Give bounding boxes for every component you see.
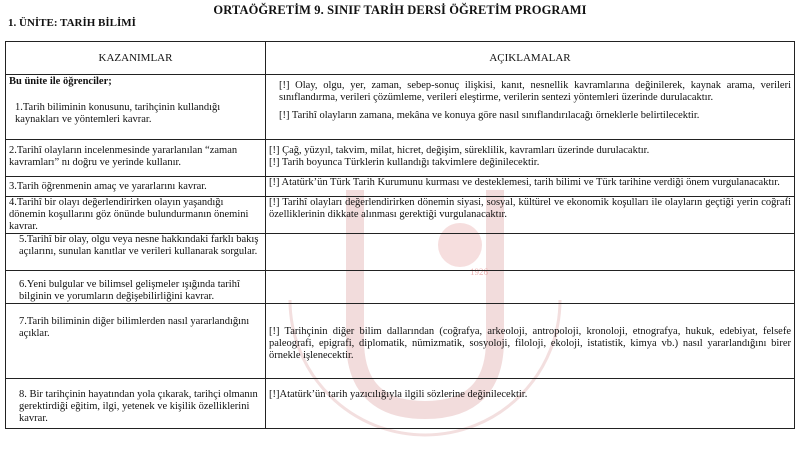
curriculum-table	[5, 41, 795, 429]
kazanim-text: 8. Bir tarihçinin hayatından yola çıkarak, tarihçi olmanın gerektirdiği eğitim, ilgi, yetenek ve kişilik özelliklerini kavrar.	[19, 389, 258, 424]
column-header-kazanimlar: KAZANIMLAR	[6, 42, 266, 75]
kazanim-cell	[6, 304, 266, 379]
aciklama-text: [!] Olay, olgu, yer, zaman, sebep-sonuç ilişkisi, kanıt, nesnellik kavramlarına değinilerek, kaynak arama, verileri sınıflandırma, verileri çözümleme, verileri eleştirme, verilerin sentezi yöntemleri üzerinde durulacaktır.	[279, 80, 791, 103]
kazanim-text: 3.Tarih öğrenmenin amaç ve yararlarını kavrar.	[9, 180, 207, 192]
aciklama-cell	[266, 379, 795, 429]
kazanim-cell	[6, 234, 266, 271]
kazanim-text: 5.Tarihî bir olay, olgu veya nesne hakkındaki farklı bakış açılarını, sunulan kanıtlar ve verileri kullanarak sorgular.	[19, 234, 259, 257]
aciklama-text: [!] Tarih boyunca Türklerin kullandığı takvimlere değinilecektir.	[269, 157, 540, 168]
table-row	[6, 140, 795, 177]
seal-year: 1926	[470, 267, 488, 277]
kazanim-cell	[6, 271, 266, 304]
kazanim-text: 4.Tarihî bir olayı değerlendirirken olayın yaşandığı dönemin koşullarını göz önünde bulundurmanın önemini kavrar.	[9, 197, 249, 232]
intro-text: Bu ünite ile öğrenciler;	[9, 76, 112, 87]
table-header-row	[6, 42, 795, 75]
table-row	[6, 234, 795, 271]
kazanim-text: 2.Tarihî olayların incelenmesinde yararlanılan “zaman kavramları” nı doğru ve yerinde kullanır.	[9, 145, 238, 168]
kazanim-text: 7.Tarih biliminin diğer bilimlerden nasıl yararlandığını açıklar.	[19, 316, 250, 339]
aciklama-text: [!] Atatürk’ün Türk Tarih Kurumunu kurması ve desteklemesi, tarih bilimi ve Türk tarihine verdiği önem vurgulanacaktır.	[269, 177, 780, 188]
aciklama-cell	[266, 304, 795, 379]
aciklama-cell	[266, 197, 795, 234]
aciklama-text: [!] Çağ, yüzyıl, takvim, milat, hicret, değişim, süreklilik, kavramları üzerinde durulacaktır.	[269, 145, 650, 156]
kazanim-cell	[6, 197, 266, 234]
table-row	[6, 197, 795, 234]
aciklama-text: [!] Tarihî olayların zamana, mekâna ve konuya göre nasıl sınıflandırılacağı örneklerle belirtilecektir.	[279, 110, 700, 121]
aciklama-cell	[266, 177, 795, 197]
kazanim-cell	[6, 177, 266, 197]
aciklama-text: [!] Tarihî olayları değerlendirirken dönemin siyasi, sosyal, kültürel ve ekonomik koşulları ile olayların geçtiği yerin coğrafi özelliklerinin dikkate alınması gerektiği vurgulanacaktır.	[269, 197, 791, 220]
aciklama-cell	[266, 75, 795, 140]
kazanim-cell	[6, 379, 266, 429]
kazanim-text: 6.Yeni bulgular ve bilimsel gelişmeler ışığında tarihî bilginin ve yorumların değişebilirliğini kavrar.	[19, 279, 240, 302]
table-row	[6, 379, 795, 429]
table-row	[6, 75, 795, 140]
aciklama-cell-empty	[266, 234, 795, 271]
kazanim-text: 1.Tarih biliminin konusunu, tarihçinin kullandığı kaynakları ve yöntemleri kavrar.	[15, 102, 221, 125]
aciklama-cell	[266, 140, 795, 177]
aciklama-cell-empty	[266, 271, 795, 304]
kazanim-cell	[6, 140, 266, 177]
table-row	[6, 177, 795, 197]
kazanim-cell	[6, 75, 266, 140]
aciklama-text: [!]Atatürk’ün tarih yazıcılığıyla ilgili sözlerine değinilecektir.	[269, 389, 528, 400]
document-title: ORTAÖĞRETİM 9. SINIF TARİH DERSİ ÖĞRETİM PROGRAMI	[213, 3, 587, 17]
unit-heading: 1. ÜNİTE: TARİH BİLİMİ	[8, 17, 136, 29]
aciklama-text: [!] Tarihçinin diğer bilim dallarından (coğrafya, arkeoloji, antropoloji, kronoloji, etnografya, hukuk, edebiyat, felsefe paleografi, epigrafi, diplomatik, nümizmatik, sosyoloji, filoloji, ekoloji, istatistik, kimya vb.) nasıl yararlandığını birer örnekle işlenecektir.	[269, 326, 791, 361]
table-row	[6, 271, 795, 304]
table-row	[6, 304, 795, 379]
column-header-aciklamalar: AÇIKLAMALAR	[266, 42, 795, 75]
